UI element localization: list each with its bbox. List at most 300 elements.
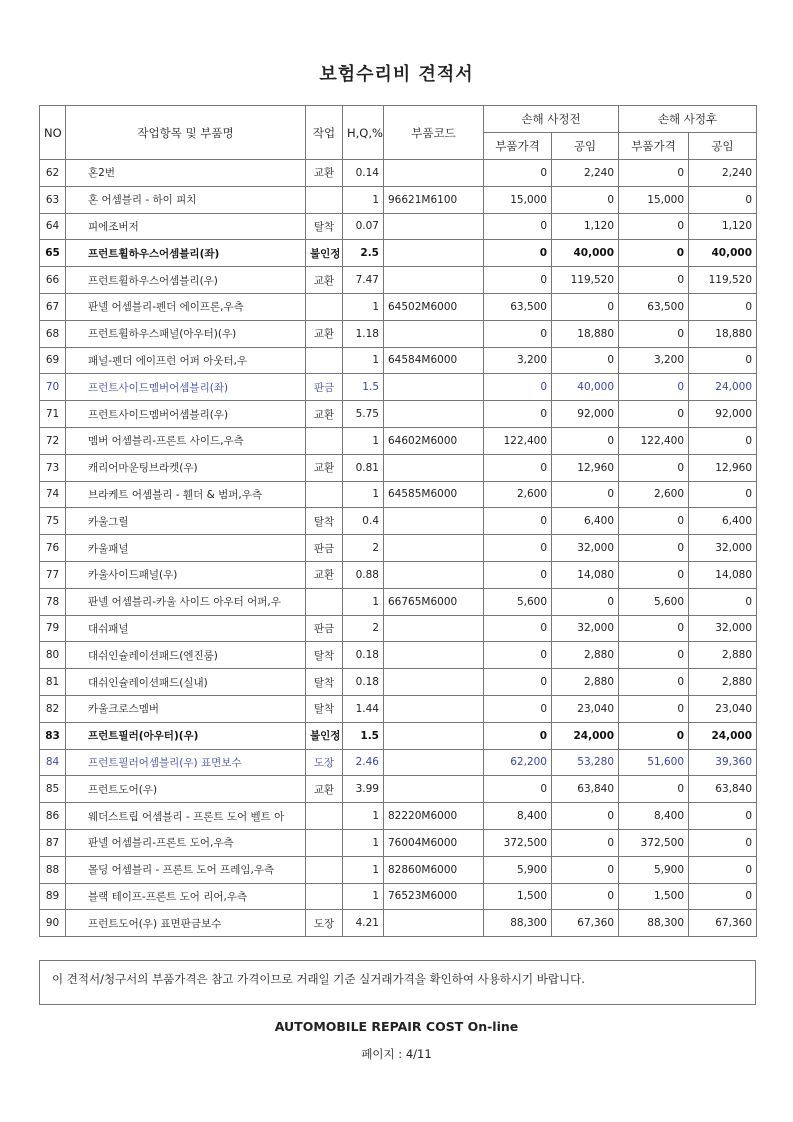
row-work: 교환 bbox=[306, 160, 343, 187]
header-labor-before: 공임 bbox=[552, 133, 619, 160]
row-labor-before: 32,000 bbox=[552, 535, 619, 562]
row-item: 몰딩 어셈블리 - 프론트 도어 프레임,우측 bbox=[66, 856, 306, 883]
row-work: 교환 bbox=[306, 454, 343, 481]
row-hq: 2.46 bbox=[343, 749, 384, 776]
row-item: 판넬 어셈블리-펜더 에이프론,우측 bbox=[66, 293, 306, 320]
row-no: 62 bbox=[40, 160, 66, 187]
row-labor-before: 0 bbox=[552, 883, 619, 910]
row-code bbox=[384, 213, 484, 240]
row-part-price-before: 0 bbox=[484, 508, 552, 535]
row-hq: 0.81 bbox=[343, 454, 384, 481]
row-no: 66 bbox=[40, 267, 66, 294]
row-no: 82 bbox=[40, 695, 66, 722]
row-labor-after: 0 bbox=[689, 803, 757, 830]
row-code bbox=[384, 374, 484, 401]
row-code bbox=[384, 401, 484, 428]
row-part-price-after: 0 bbox=[619, 776, 689, 803]
row-hq: 1 bbox=[343, 803, 384, 830]
row-work: 탈착 bbox=[306, 642, 343, 669]
row-labor-before: 2,240 bbox=[552, 160, 619, 187]
row-labor-after: 0 bbox=[689, 829, 757, 856]
row-code: 64602M6000 bbox=[384, 427, 484, 454]
row-item: 카울크로스멤버 bbox=[66, 695, 306, 722]
row-item: 혼 어셈블리 - 하이 피치 bbox=[66, 186, 306, 213]
row-part-price-after: 0 bbox=[619, 267, 689, 294]
table-row bbox=[40, 267, 757, 294]
table-row bbox=[40, 401, 757, 428]
row-part-price-after: 0 bbox=[619, 401, 689, 428]
row-part-price-after: 0 bbox=[619, 320, 689, 347]
row-labor-before: 23,040 bbox=[552, 695, 619, 722]
row-code bbox=[384, 508, 484, 535]
row-code: 64502M6000 bbox=[384, 293, 484, 320]
row-part-price-before: 0 bbox=[484, 401, 552, 428]
header-item: 작업항목 및 부품명 bbox=[66, 106, 306, 160]
row-code bbox=[384, 454, 484, 481]
table-row bbox=[40, 320, 757, 347]
row-work bbox=[306, 481, 343, 508]
row-code bbox=[384, 320, 484, 347]
row-hq: 5.75 bbox=[343, 401, 384, 428]
row-labor-before: 40,000 bbox=[552, 374, 619, 401]
table-row bbox=[40, 642, 757, 669]
row-no: 73 bbox=[40, 454, 66, 481]
row-part-price-after: 51,600 bbox=[619, 749, 689, 776]
table-row bbox=[40, 374, 757, 401]
row-labor-after: 0 bbox=[689, 856, 757, 883]
table-row bbox=[40, 883, 757, 910]
table-row bbox=[40, 829, 757, 856]
row-part-price-after: 0 bbox=[619, 669, 689, 696]
table-row bbox=[40, 669, 757, 696]
row-labor-after: 1,120 bbox=[689, 213, 757, 240]
row-item: 카울패널 bbox=[66, 535, 306, 562]
row-code: 64585M6000 bbox=[384, 481, 484, 508]
row-hq: 2 bbox=[343, 535, 384, 562]
row-item: 카울사이드패널(우) bbox=[66, 561, 306, 588]
row-code: 76523M6000 bbox=[384, 883, 484, 910]
row-item: 카울그릴 bbox=[66, 508, 306, 535]
row-labor-before: 0 bbox=[552, 588, 619, 615]
row-code bbox=[384, 160, 484, 187]
table-row bbox=[40, 856, 757, 883]
row-labor-after: 2,880 bbox=[689, 669, 757, 696]
row-labor-before: 63,840 bbox=[552, 776, 619, 803]
header-part-price-after: 부품가격 bbox=[619, 133, 689, 160]
row-hq: 7.47 bbox=[343, 267, 384, 294]
row-item: 대쉬인슐레이션패드(실내) bbox=[66, 669, 306, 696]
row-item: 패널-펜더 에이프런 어퍼 아웃터,우 bbox=[66, 347, 306, 374]
row-labor-after: 39,360 bbox=[689, 749, 757, 776]
row-work bbox=[306, 186, 343, 213]
row-item: 웨더스트립 어셈블리 - 프론트 도어 벨트 아 bbox=[66, 803, 306, 830]
row-work bbox=[306, 588, 343, 615]
row-hq: 0.14 bbox=[343, 160, 384, 187]
row-part-price-after: 0 bbox=[619, 615, 689, 642]
row-part-price-after: 0 bbox=[619, 561, 689, 588]
notice-box: 이 견적서/청구서의 부품가격은 참고 가격이므로 거래일 기준 실거래가격을 확인하여 사용하시기 바랍니다. bbox=[39, 960, 756, 1005]
header-code: 부품코드 bbox=[384, 106, 484, 160]
table-row bbox=[40, 347, 757, 374]
row-code bbox=[384, 642, 484, 669]
row-part-price-after: 0 bbox=[619, 374, 689, 401]
row-part-price-after: 88,300 bbox=[619, 910, 689, 937]
row-item: 대쉬인슐레이션패드(엔진룸) bbox=[66, 642, 306, 669]
row-labor-before: 14,080 bbox=[552, 561, 619, 588]
row-part-price-after: 122,400 bbox=[619, 427, 689, 454]
row-no: 84 bbox=[40, 749, 66, 776]
row-part-price-before: 0 bbox=[484, 561, 552, 588]
row-part-price-after: 372,500 bbox=[619, 829, 689, 856]
row-no: 68 bbox=[40, 320, 66, 347]
row-work: 도장 bbox=[306, 749, 343, 776]
table-row bbox=[40, 186, 757, 213]
row-labor-before: 0 bbox=[552, 293, 619, 320]
row-item: 캐리어마운팅브라켓(우) bbox=[66, 454, 306, 481]
header-work: 작업 bbox=[306, 106, 343, 160]
row-work: 교환 bbox=[306, 320, 343, 347]
row-code bbox=[384, 615, 484, 642]
row-item: 프런트휠하우스어셈블리(우) bbox=[66, 267, 306, 294]
row-hq: 1 bbox=[343, 481, 384, 508]
header-after: 손해 사정후 bbox=[619, 106, 757, 133]
row-labor-before: 40,000 bbox=[552, 240, 619, 267]
row-part-price-after: 63,500 bbox=[619, 293, 689, 320]
row-no: 78 bbox=[40, 588, 66, 615]
row-labor-before: 53,280 bbox=[552, 749, 619, 776]
row-work: 도장 bbox=[306, 910, 343, 937]
row-hq: 1 bbox=[343, 829, 384, 856]
row-labor-before: 2,880 bbox=[552, 669, 619, 696]
row-work: 탈착 bbox=[306, 695, 343, 722]
row-hq: 0.18 bbox=[343, 669, 384, 696]
table-body bbox=[40, 160, 757, 937]
row-hq: 1 bbox=[343, 588, 384, 615]
row-hq: 4.21 bbox=[343, 910, 384, 937]
row-work: 판금 bbox=[306, 374, 343, 401]
row-hq: 2.5 bbox=[343, 240, 384, 267]
row-code: 82860M6000 bbox=[384, 856, 484, 883]
row-part-price-before: 0 bbox=[484, 160, 552, 187]
row-part-price-before: 122,400 bbox=[484, 427, 552, 454]
row-work bbox=[306, 803, 343, 830]
table-row bbox=[40, 695, 757, 722]
row-hq: 0.4 bbox=[343, 508, 384, 535]
row-no: 81 bbox=[40, 669, 66, 696]
row-part-price-before: 15,000 bbox=[484, 186, 552, 213]
row-part-price-before: 5,900 bbox=[484, 856, 552, 883]
table-row bbox=[40, 213, 757, 240]
row-hq: 0.07 bbox=[343, 213, 384, 240]
row-part-price-after: 2,600 bbox=[619, 481, 689, 508]
row-no: 87 bbox=[40, 829, 66, 856]
row-no: 88 bbox=[40, 856, 66, 883]
row-no: 90 bbox=[40, 910, 66, 937]
row-no: 86 bbox=[40, 803, 66, 830]
row-hq: 1 bbox=[343, 883, 384, 910]
row-code bbox=[384, 535, 484, 562]
row-part-price-before: 3,200 bbox=[484, 347, 552, 374]
row-work: 교환 bbox=[306, 401, 343, 428]
row-part-price-after: 1,500 bbox=[619, 883, 689, 910]
row-labor-after: 92,000 bbox=[689, 401, 757, 428]
table-row bbox=[40, 427, 757, 454]
row-code bbox=[384, 749, 484, 776]
row-code: 82220M6000 bbox=[384, 803, 484, 830]
row-labor-before: 92,000 bbox=[552, 401, 619, 428]
row-item: 프런트필러어셈블리(우) 표면보수 bbox=[66, 749, 306, 776]
table-row bbox=[40, 454, 757, 481]
row-part-price-before: 0 bbox=[484, 267, 552, 294]
row-part-price-before: 0 bbox=[484, 642, 552, 669]
header-part-price-before: 부품가격 bbox=[484, 133, 552, 160]
row-work: 탈착 bbox=[306, 669, 343, 696]
row-part-price-after: 5,600 bbox=[619, 588, 689, 615]
header-no: NO bbox=[40, 106, 66, 160]
row-no: 64 bbox=[40, 213, 66, 240]
row-work: 불인정 bbox=[306, 240, 343, 267]
row-part-price-before: 0 bbox=[484, 776, 552, 803]
row-work bbox=[306, 427, 343, 454]
row-part-price-before: 0 bbox=[484, 374, 552, 401]
row-item: 대쉬패널 bbox=[66, 615, 306, 642]
row-item: 혼2번 bbox=[66, 160, 306, 187]
row-part-price-after: 0 bbox=[619, 535, 689, 562]
row-work: 판금 bbox=[306, 535, 343, 562]
header-labor-after: 공임 bbox=[689, 133, 757, 160]
row-code bbox=[384, 669, 484, 696]
row-hq: 1 bbox=[343, 293, 384, 320]
table-row bbox=[40, 615, 757, 642]
row-labor-before: 0 bbox=[552, 347, 619, 374]
row-labor-before: 32,000 bbox=[552, 615, 619, 642]
row-part-price-before: 0 bbox=[484, 320, 552, 347]
row-item: 판넬 어셈블리-프론트 도어,우측 bbox=[66, 829, 306, 856]
row-item: 프런트사이드멤버어셈블리(좌) bbox=[66, 374, 306, 401]
row-item: 프런트휠하우스패널(아우터)(우) bbox=[66, 320, 306, 347]
row-part-price-before: 0 bbox=[484, 240, 552, 267]
row-hq: 1.5 bbox=[343, 722, 384, 749]
row-code bbox=[384, 910, 484, 937]
row-labor-after: 32,000 bbox=[689, 535, 757, 562]
row-labor-after: 67,360 bbox=[689, 910, 757, 937]
row-labor-before: 2,880 bbox=[552, 642, 619, 669]
row-labor-after: 23,040 bbox=[689, 695, 757, 722]
row-code: 64584M6000 bbox=[384, 347, 484, 374]
row-work bbox=[306, 293, 343, 320]
row-part-price-before: 8,400 bbox=[484, 803, 552, 830]
row-no: 70 bbox=[40, 374, 66, 401]
row-labor-before: 12,960 bbox=[552, 454, 619, 481]
row-part-price-after: 15,000 bbox=[619, 186, 689, 213]
page-number: 페이지 : 4/11 bbox=[361, 1047, 432, 1061]
row-hq: 1 bbox=[343, 186, 384, 213]
row-work: 교환 bbox=[306, 267, 343, 294]
row-no: 75 bbox=[40, 508, 66, 535]
row-hq: 1.18 bbox=[343, 320, 384, 347]
table-row bbox=[40, 160, 757, 187]
row-labor-after: 0 bbox=[689, 588, 757, 615]
row-part-price-before: 62,200 bbox=[484, 749, 552, 776]
row-no: 85 bbox=[40, 776, 66, 803]
row-part-price-after: 0 bbox=[619, 722, 689, 749]
row-labor-before: 24,000 bbox=[552, 722, 619, 749]
row-item: 프런트휠하우스어셈블리(좌) bbox=[66, 240, 306, 267]
row-work: 판금 bbox=[306, 615, 343, 642]
row-item: 브라케트 어셈블리 - 휀더 & 범퍼,우측 bbox=[66, 481, 306, 508]
table-row bbox=[40, 240, 757, 267]
row-labor-after: 40,000 bbox=[689, 240, 757, 267]
row-work: 교환 bbox=[306, 776, 343, 803]
table-row bbox=[40, 535, 757, 562]
row-work bbox=[306, 347, 343, 374]
row-hq: 0.18 bbox=[343, 642, 384, 669]
row-part-price-before: 0 bbox=[484, 722, 552, 749]
row-part-price-after: 5,900 bbox=[619, 856, 689, 883]
row-labor-before: 119,520 bbox=[552, 267, 619, 294]
row-item: 프런트도어(우) bbox=[66, 776, 306, 803]
row-labor-before: 1,120 bbox=[552, 213, 619, 240]
table-row bbox=[40, 776, 757, 803]
row-code bbox=[384, 776, 484, 803]
document-title: 보험수리비 견적서 bbox=[319, 64, 474, 85]
row-item: 프런트필러(아우터)(우) bbox=[66, 722, 306, 749]
row-part-price-after: 8,400 bbox=[619, 803, 689, 830]
estimate-table bbox=[39, 105, 757, 937]
row-labor-after: 0 bbox=[689, 883, 757, 910]
row-hq: 1.5 bbox=[343, 374, 384, 401]
row-hq: 1 bbox=[343, 427, 384, 454]
row-part-price-before: 0 bbox=[484, 615, 552, 642]
row-code bbox=[384, 695, 484, 722]
row-labor-after: 0 bbox=[689, 347, 757, 374]
row-work: 불인정 bbox=[306, 722, 343, 749]
row-code bbox=[384, 240, 484, 267]
row-hq: 1 bbox=[343, 347, 384, 374]
row-item: 피에조버저 bbox=[66, 213, 306, 240]
row-labor-after: 32,000 bbox=[689, 615, 757, 642]
row-labor-after: 2,880 bbox=[689, 642, 757, 669]
row-part-price-after: 0 bbox=[619, 642, 689, 669]
row-labor-before: 0 bbox=[552, 803, 619, 830]
row-labor-after: 2,240 bbox=[689, 160, 757, 187]
row-part-price-before: 63,500 bbox=[484, 293, 552, 320]
header-before: 손해 사정전 bbox=[484, 106, 619, 133]
row-no: 79 bbox=[40, 615, 66, 642]
row-code: 66765M6000 bbox=[384, 588, 484, 615]
row-labor-after: 0 bbox=[689, 481, 757, 508]
row-labor-after: 12,960 bbox=[689, 454, 757, 481]
row-labor-before: 0 bbox=[552, 186, 619, 213]
row-labor-after: 0 bbox=[689, 427, 757, 454]
row-part-price-after: 0 bbox=[619, 160, 689, 187]
row-no: 80 bbox=[40, 642, 66, 669]
row-work bbox=[306, 883, 343, 910]
row-labor-before: 0 bbox=[552, 481, 619, 508]
row-no: 77 bbox=[40, 561, 66, 588]
row-labor-before: 18,880 bbox=[552, 320, 619, 347]
row-work bbox=[306, 829, 343, 856]
row-labor-before: 0 bbox=[552, 427, 619, 454]
row-item: 프런트사이드멤버어셈블리(우) bbox=[66, 401, 306, 428]
row-hq: 1.44 bbox=[343, 695, 384, 722]
row-hq: 3.99 bbox=[343, 776, 384, 803]
row-labor-after: 24,000 bbox=[689, 722, 757, 749]
row-labor-after: 0 bbox=[689, 186, 757, 213]
row-no: 71 bbox=[40, 401, 66, 428]
row-item: 프런트도어(우) 표면판금보수 bbox=[66, 910, 306, 937]
row-labor-after: 14,080 bbox=[689, 561, 757, 588]
row-hq: 1 bbox=[343, 856, 384, 883]
row-labor-after: 0 bbox=[689, 293, 757, 320]
row-labor-before: 0 bbox=[552, 829, 619, 856]
row-no: 69 bbox=[40, 347, 66, 374]
row-part-price-before: 1,500 bbox=[484, 883, 552, 910]
row-labor-after: 63,840 bbox=[689, 776, 757, 803]
row-code bbox=[384, 722, 484, 749]
row-part-price-after: 0 bbox=[619, 695, 689, 722]
row-part-price-after: 0 bbox=[619, 508, 689, 535]
row-hq: 0.88 bbox=[343, 561, 384, 588]
row-part-price-before: 88,300 bbox=[484, 910, 552, 937]
brand-footer: AUTOMOBILE REPAIR COST On-line bbox=[274, 1019, 519, 1034]
row-labor-before: 0 bbox=[552, 856, 619, 883]
table-row bbox=[40, 588, 757, 615]
row-no: 63 bbox=[40, 186, 66, 213]
row-item: 멤버 어셈블리-프론트 사이드,우측 bbox=[66, 427, 306, 454]
row-no: 74 bbox=[40, 481, 66, 508]
row-no: 76 bbox=[40, 535, 66, 562]
table-row bbox=[40, 508, 757, 535]
row-part-price-before: 372,500 bbox=[484, 829, 552, 856]
row-code: 96621M6100 bbox=[384, 186, 484, 213]
row-item: 판넬 어셈블리-카울 사이드 아우터 어퍼,우 bbox=[66, 588, 306, 615]
row-part-price-before: 0 bbox=[484, 454, 552, 481]
row-labor-after: 119,520 bbox=[689, 267, 757, 294]
table-row bbox=[40, 749, 757, 776]
row-part-price-before: 0 bbox=[484, 535, 552, 562]
row-item: 블랙 테이프-프론트 도어 리어,우측 bbox=[66, 883, 306, 910]
row-hq: 2 bbox=[343, 615, 384, 642]
table-row bbox=[40, 722, 757, 749]
row-no: 72 bbox=[40, 427, 66, 454]
row-part-price-after: 0 bbox=[619, 240, 689, 267]
header-hq: H,Q,% bbox=[343, 106, 384, 160]
table-row bbox=[40, 561, 757, 588]
row-code bbox=[384, 561, 484, 588]
row-labor-after: 6,400 bbox=[689, 508, 757, 535]
row-no: 83 bbox=[40, 722, 66, 749]
table-row bbox=[40, 803, 757, 830]
row-labor-after: 24,000 bbox=[689, 374, 757, 401]
row-labor-before: 6,400 bbox=[552, 508, 619, 535]
row-part-price-before: 0 bbox=[484, 213, 552, 240]
table-header bbox=[40, 106, 757, 160]
table-row bbox=[40, 481, 757, 508]
row-no: 67 bbox=[40, 293, 66, 320]
row-part-price-before: 2,600 bbox=[484, 481, 552, 508]
row-labor-after: 18,880 bbox=[689, 320, 757, 347]
row-part-price-before: 0 bbox=[484, 669, 552, 696]
row-no: 89 bbox=[40, 883, 66, 910]
row-part-price-before: 0 bbox=[484, 695, 552, 722]
table-row bbox=[40, 910, 757, 937]
row-no: 65 bbox=[40, 240, 66, 267]
row-part-price-before: 5,600 bbox=[484, 588, 552, 615]
row-work: 교환 bbox=[306, 561, 343, 588]
row-part-price-after: 0 bbox=[619, 454, 689, 481]
row-work: 탈착 bbox=[306, 213, 343, 240]
